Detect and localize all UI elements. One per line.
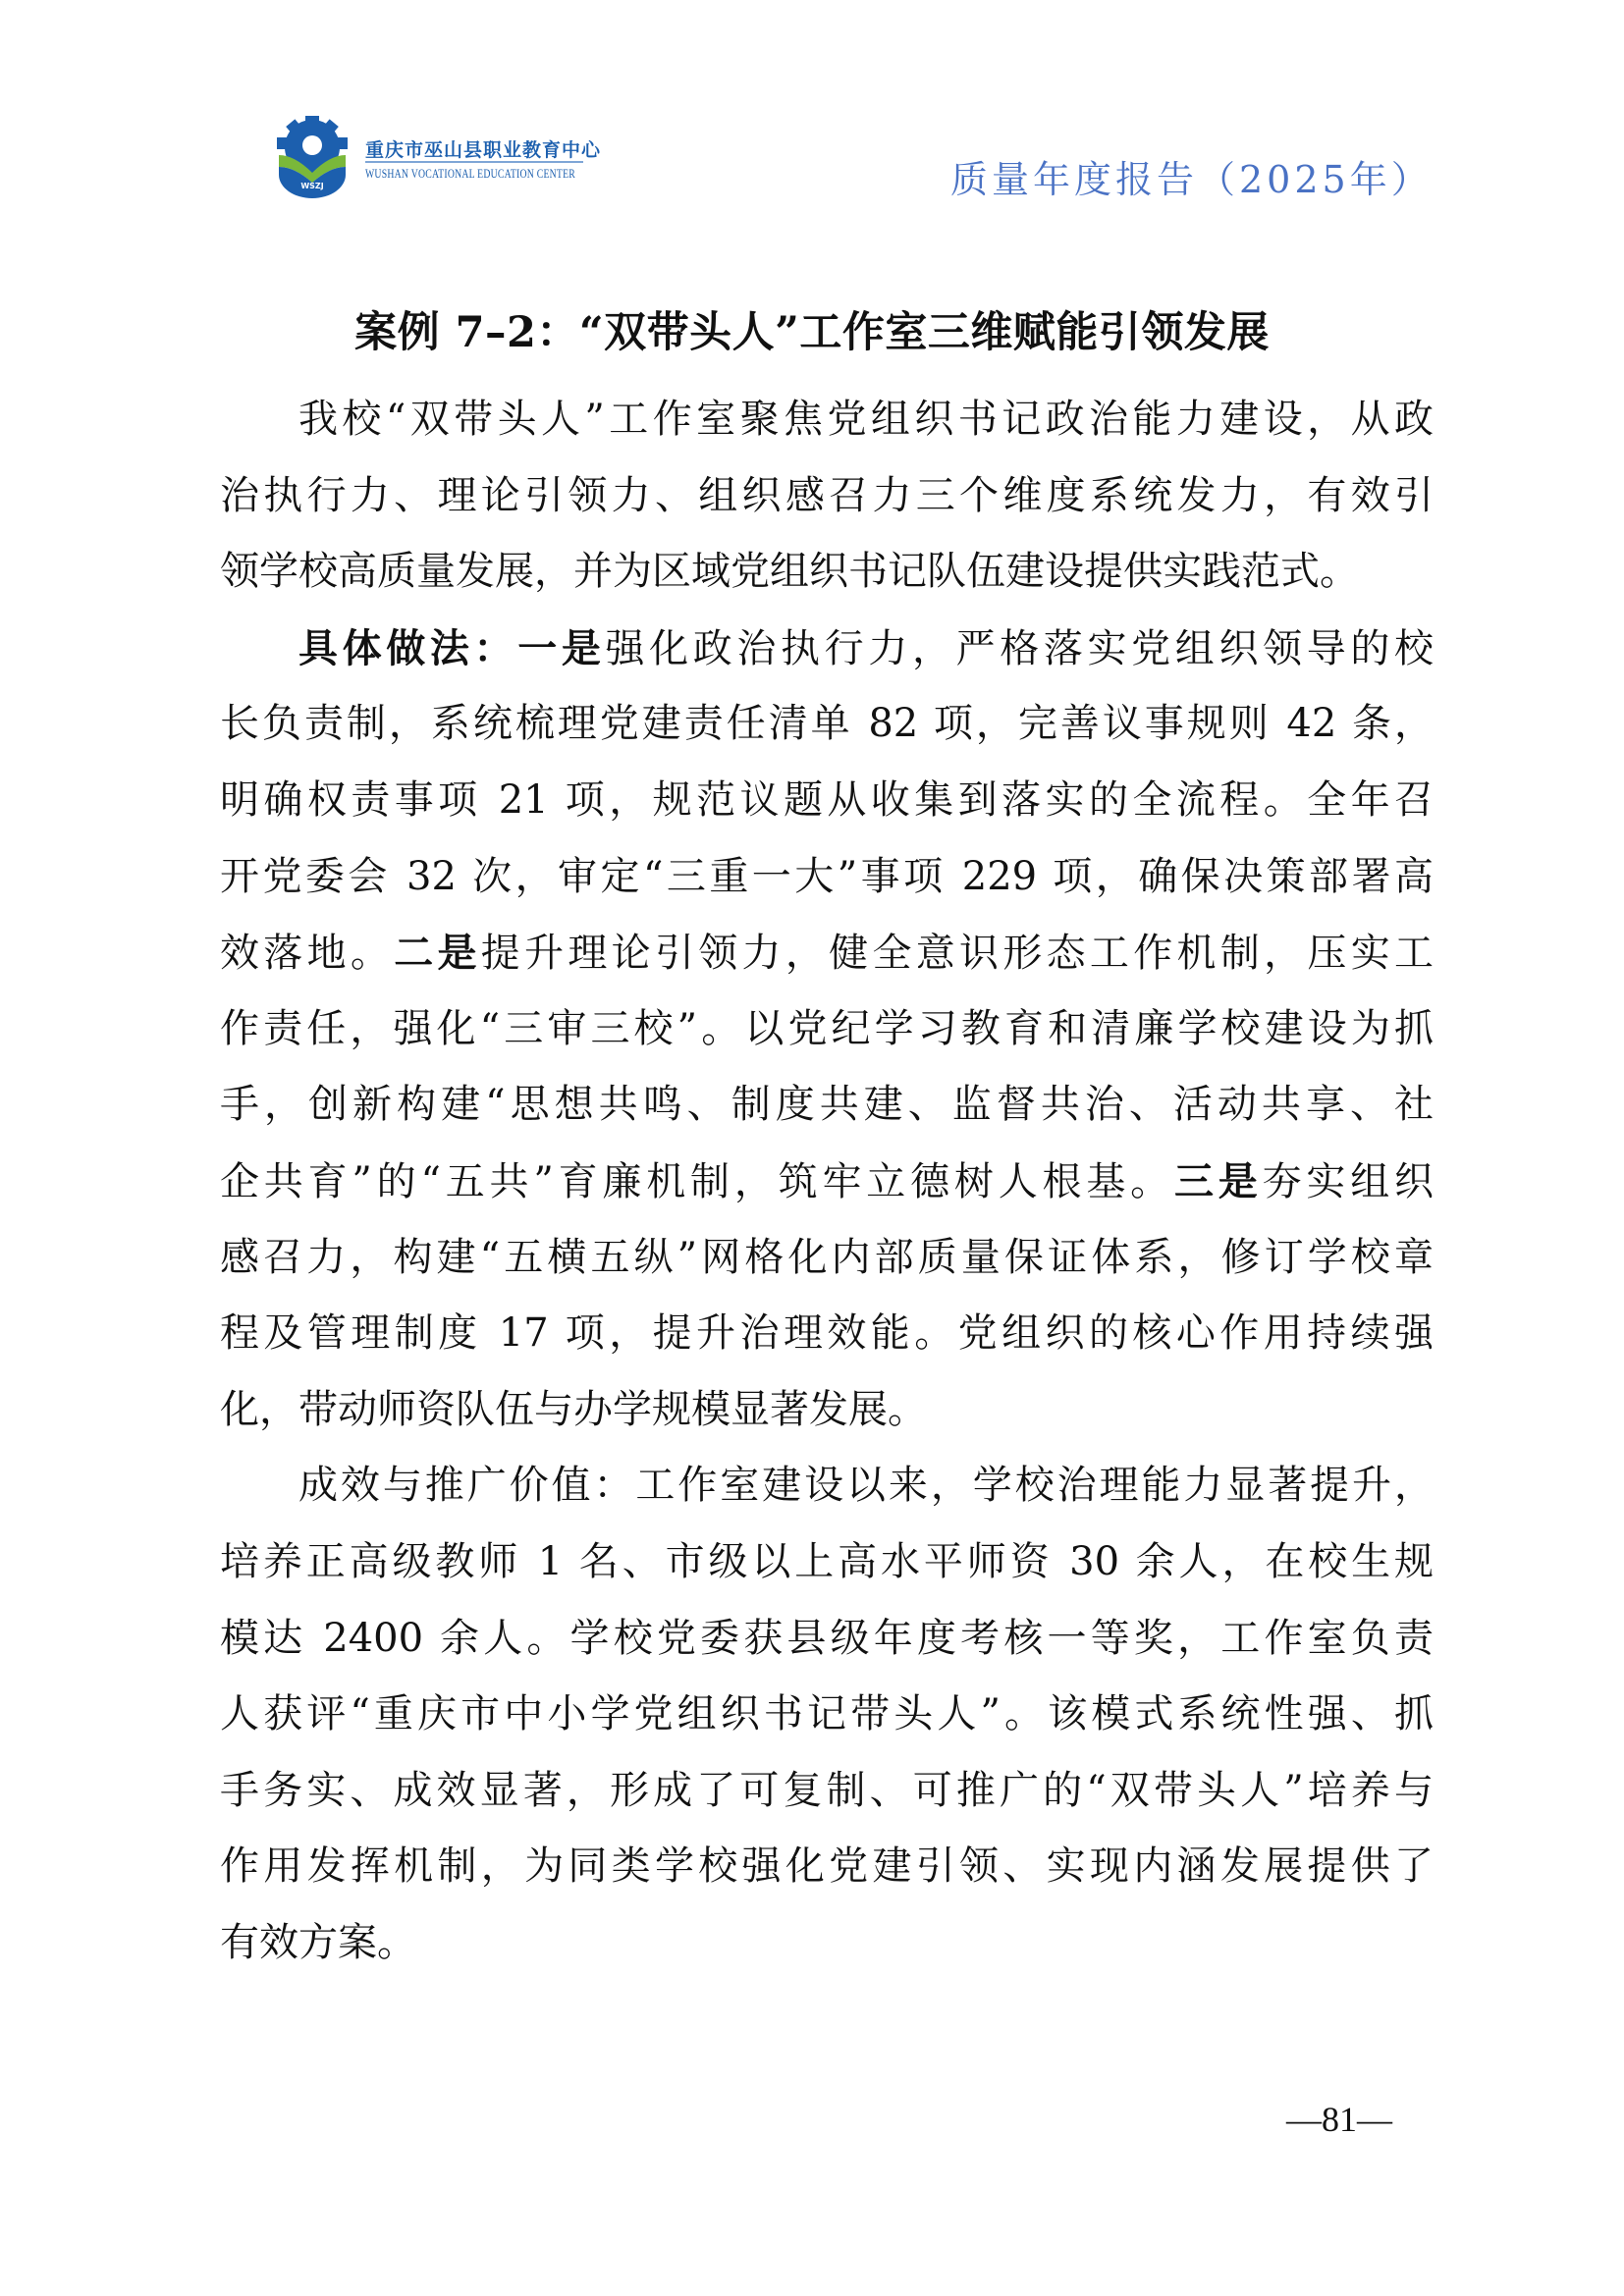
body-line bbox=[220, 611, 1434, 687]
body-text-segment: 人获评“重庆市中小学党组织书记带头人”。该模式系统性强、抓 bbox=[220, 1691, 1434, 1737]
school-name-en: WUSHAN VOCATIONAL EDUCATION CENTER bbox=[365, 167, 576, 181]
body-line bbox=[220, 1677, 1434, 1753]
report-title: 质量年度报告（2025年） bbox=[950, 158, 1433, 201]
body-line bbox=[220, 1601, 1434, 1678]
body-text-segment: 效落地。 bbox=[220, 931, 395, 977]
body-text-segment: 企共育”的“五共”育廉机制，筑牢立德树人根基。 bbox=[220, 1158, 1174, 1204]
body-line bbox=[220, 382, 1434, 458]
body-line bbox=[220, 839, 1434, 916]
body-text-segment: 程及管理制度 17 项，提升治理效能。党组织的核心作用持续强 bbox=[220, 1310, 1434, 1357]
school-name-cn: 重庆市巫山县职业教育中心 bbox=[365, 139, 602, 161]
body-line bbox=[220, 763, 1434, 839]
body-text-segment: 长负责制，系统梳理党建责任清单 82 项，完善议事规则 42 条， bbox=[220, 701, 1434, 747]
body-text-segment: 手，创新构建“思想共鸣、制度共建、监督共治、活动共享、社 bbox=[220, 1082, 1434, 1128]
body-text-segment: 模达 2400 余人。学校党委获县级年度考核一等奖，工作室负责 bbox=[220, 1615, 1434, 1661]
body-text-segment: 化，带动师资队伍与办学规模显著发展。 bbox=[220, 1386, 927, 1432]
page-number: —81— bbox=[1286, 2100, 1392, 2139]
svg-text:WSZJ: WSZJ bbox=[300, 182, 324, 190]
body-text-segment: 夯实组织 bbox=[1262, 1158, 1435, 1204]
body-text-segment: 作用发挥机制，为同类学校强化党建引领、实现内涵发展提供了 bbox=[220, 1843, 1434, 1890]
body-text-segment: 培养正高级教师 1 名、市级以上高水平师资 30 余人，在校生规 bbox=[220, 1538, 1434, 1584]
case-body bbox=[220, 382, 1434, 1981]
body-line bbox=[220, 1753, 1434, 1830]
logo-divider bbox=[365, 161, 583, 163]
body-line bbox=[220, 686, 1434, 763]
body-text-segment: 感召力，构建“五横五纵”网格化内部质量保证体系，修订学校章 bbox=[220, 1234, 1434, 1280]
school-logo bbox=[273, 116, 602, 200]
body-line bbox=[220, 1067, 1434, 1144]
body-text-segment: 我校“双带头人”工作室聚焦党组织书记政治能力建设，从政 bbox=[298, 397, 1434, 442]
body-line bbox=[220, 1372, 1434, 1449]
gear-book-emblem-icon bbox=[273, 116, 352, 198]
body-line bbox=[220, 534, 1434, 611]
body-text-segment: 手务实、成效显著，形成了可复制、可推广的“双带头人”培养与 bbox=[220, 1767, 1434, 1813]
body-text-segment: 强化政治执行力，严格落实党组织领导的校 bbox=[605, 625, 1435, 671]
bold-lead-text: 具体做法：一是 bbox=[298, 624, 606, 671]
body-text-segment: 成效与推广价值：工作室建设以来，学校治理能力显著提升， bbox=[298, 1463, 1434, 1509]
body-text-segment: 治执行力、理论引领力、组织感召力三个维度系统发力，有效引 bbox=[220, 472, 1434, 518]
body-line bbox=[220, 1829, 1434, 1905]
case-title: 案例 7–2：“双带头人”工作室三维赋能引领发展 bbox=[354, 308, 1270, 357]
body-line bbox=[220, 915, 1434, 991]
body-line bbox=[220, 991, 1434, 1068]
bold-lead-text: 三是 bbox=[1173, 1157, 1263, 1204]
body-text-segment: 作责任，强化“三审三校”。以党纪学习教育和清廉学校建设为抓 bbox=[220, 1005, 1434, 1051]
body-line bbox=[220, 458, 1434, 535]
body-text-segment: 领学校高质量发展，并为区域党组织书记队伍建设提供实践范式。 bbox=[220, 549, 1359, 595]
body-text-segment: 开党委会 32 次，审定“三重一大”事项 229 项，确保决策部署高 bbox=[220, 853, 1434, 899]
body-text-segment: 明确权责事项 21 项，规范议题从收集到落实的全流程。全年召 bbox=[220, 776, 1434, 823]
body-line bbox=[220, 1448, 1434, 1524]
body-text-segment: 提升理论引领力，健全意识形态工作机制，压实工 bbox=[480, 931, 1435, 977]
body-line bbox=[220, 1524, 1434, 1601]
body-line bbox=[220, 1905, 1434, 1982]
body-text-segment: 有效方案。 bbox=[220, 1919, 416, 1965]
body-line bbox=[220, 1220, 1434, 1297]
body-line bbox=[220, 1144, 1434, 1220]
bold-lead-text: 二是 bbox=[394, 930, 481, 977]
body-line bbox=[220, 1296, 1434, 1372]
page-header bbox=[0, 0, 1624, 226]
